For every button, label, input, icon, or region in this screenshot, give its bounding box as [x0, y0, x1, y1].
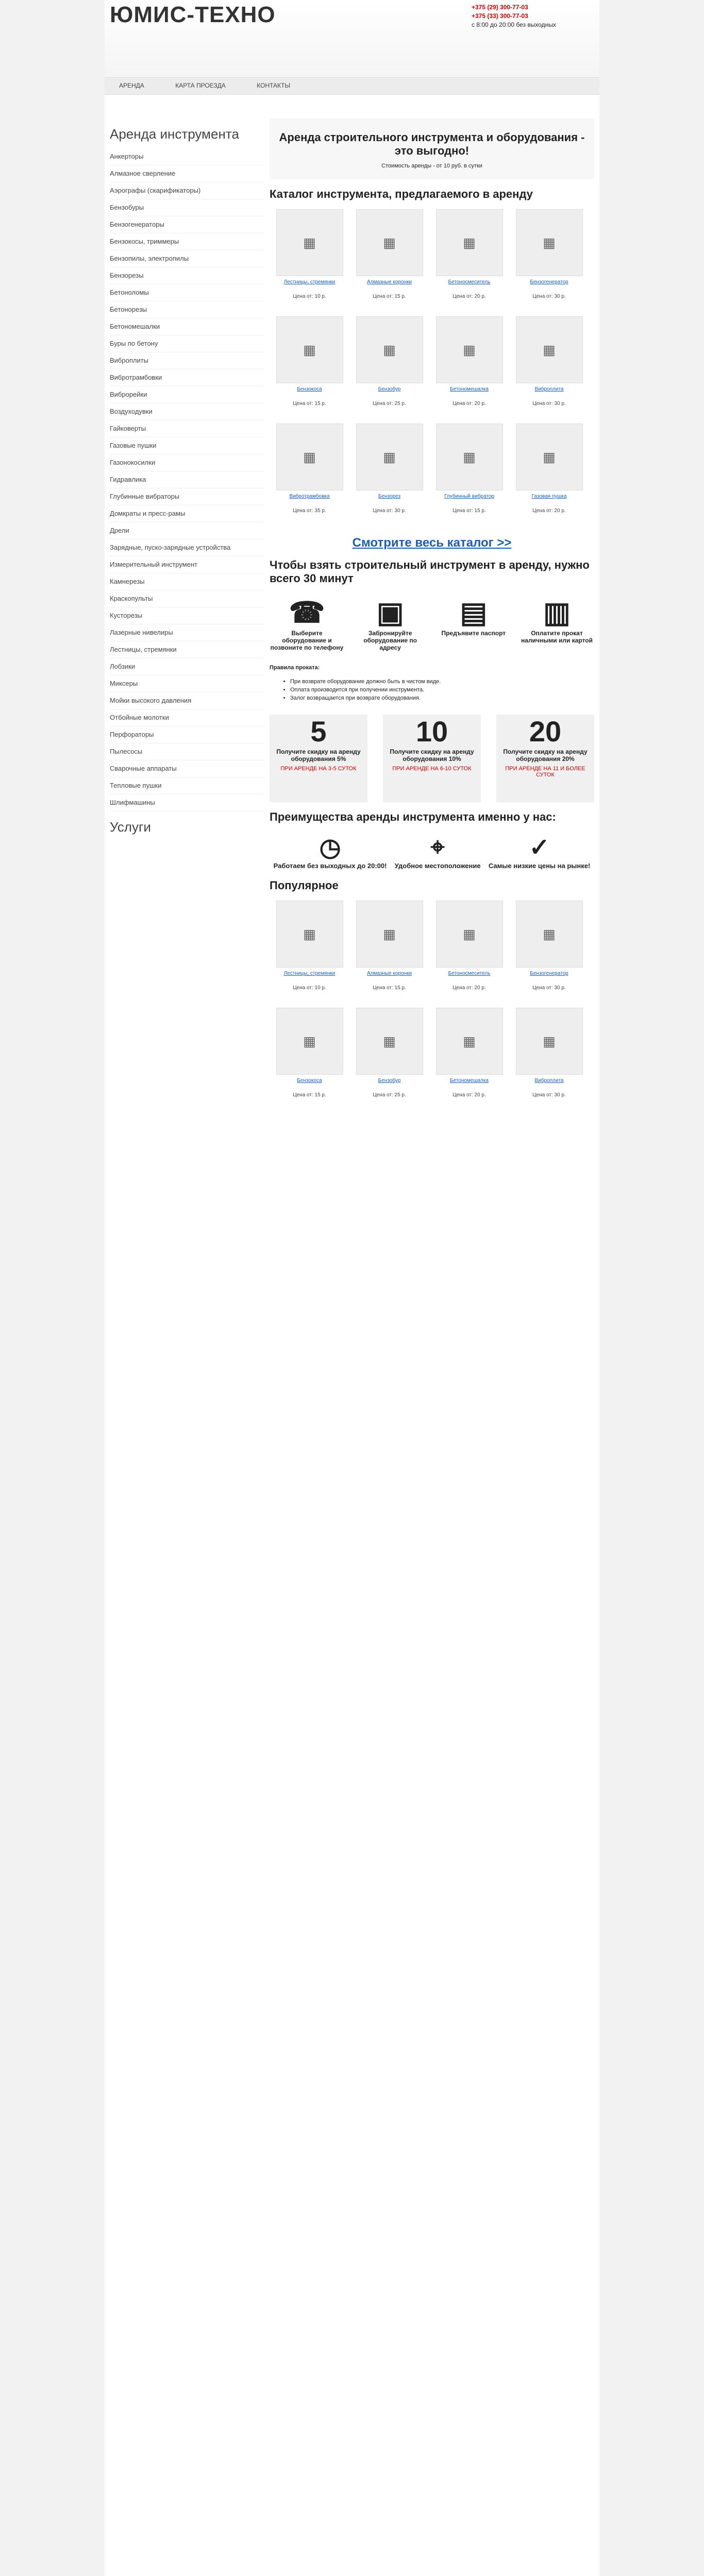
product-image[interactable]: ▦ [436, 901, 503, 968]
discount-card [383, 715, 481, 802]
catalog-card[interactable] [352, 423, 427, 527]
product-image[interactable]: ▦ [516, 1008, 583, 1075]
sidebar [110, 118, 264, 841]
product-image[interactable]: ▦ [436, 1008, 503, 1075]
advantage [274, 833, 387, 870]
product-name[interactable]: Алмазные коронки [366, 971, 412, 976]
advantage-icon: ✓ [529, 834, 550, 861]
phone-2[interactable]: +375 (33) 300-77-03 [472, 12, 528, 20]
top-navigation [105, 77, 599, 95]
catalog-card[interactable] [432, 209, 507, 312]
sidebar-item[interactable]: Лестницы, стремянки [110, 641, 264, 658]
product-name[interactable]: Лестницы, стремянки [283, 279, 336, 285]
nav-contacts[interactable]: КОНТАКТЫ [257, 82, 290, 89]
steps-title: Чтобы взять строительный инструмент в аренду, нужно всего 30 минут [270, 558, 590, 585]
product-name[interactable]: Бензокоса [297, 386, 322, 392]
catalog-card[interactable] [352, 1008, 427, 1111]
product-image[interactable]: ▦ [516, 209, 583, 276]
product-name[interactable]: Бензокоса [297, 1078, 322, 1083]
discounts [270, 715, 594, 802]
catalog-card[interactable] [512, 423, 586, 527]
sidebar-item[interactable]: Камнерезы [110, 573, 264, 590]
sidebar-item[interactable]: Отбойные молотки [110, 709, 264, 726]
sidebar-item[interactable]: Зарядные, пуско-зарядные устройства [110, 539, 264, 556]
nav-rent[interactable]: АРЕНДА [119, 82, 144, 89]
product-image[interactable]: ▦ [356, 901, 423, 968]
product-name[interactable]: Бетоносмеситель [448, 279, 491, 285]
discount-percent: 10 [415, 715, 448, 748]
discount-text: Получите скидку на аренду оборудования 20% [503, 748, 588, 762]
sidebar-item[interactable]: Алмазное сверление [110, 165, 264, 182]
step-text: Выберите оборудование и позвоните по телефону [270, 630, 344, 651]
discount-text: Получите скидку на аренду оборудования 5% [276, 748, 361, 762]
product-image[interactable]: ▦ [356, 209, 423, 276]
product-image[interactable]: ▦ [356, 423, 423, 490]
product-price: Цена от: 15 р. [293, 1092, 326, 1098]
popular-title: Популярное [270, 879, 339, 892]
discount-percent: 20 [529, 715, 562, 748]
product-image[interactable]: ▦ [356, 1008, 423, 1075]
sidebar-item[interactable]: Аэрографы (скарификаторы) [110, 182, 264, 199]
product-price: Цена от: 20 р. [452, 401, 486, 406]
product-image[interactable]: ▦ [276, 209, 343, 276]
hero [270, 118, 594, 179]
rule-item: • Залог возвращается при возврате оборудования. [290, 694, 594, 702]
product-image[interactable]: ▦ [516, 316, 583, 383]
product-name[interactable]: Бензорез [378, 494, 401, 499]
popular-grid [270, 899, 594, 1113]
product-price: Цена от: 15 р. [373, 985, 406, 991]
contacts [472, 3, 595, 29]
advantage-icon: ⌖ [430, 834, 445, 861]
catalog-grid [270, 207, 594, 529]
sidebar-item[interactable]: Лазерные нивелиры [110, 624, 264, 641]
step-icon: ▣ [376, 596, 404, 629]
product-name[interactable]: Бензобур [378, 1078, 401, 1083]
product-name[interactable]: Бензогенератор [530, 971, 568, 976]
sidebar-item[interactable]: Домкраты и пресс-рамы [110, 505, 264, 522]
hero-title: Аренда строительного инструмента и оборудования - это выгодно! [279, 131, 585, 157]
page [105, 0, 599, 2576]
product-price: Цена от: 15 р. [293, 401, 326, 406]
product-price: Цена от: 25 р. [373, 401, 406, 406]
product-price: Цена от: 30 р. [532, 294, 566, 299]
step [436, 596, 511, 651]
discount-condition: ПРИ АРЕНДЕ НА 11 И БОЛЕЕ СУТОК [505, 766, 585, 778]
rules [270, 664, 594, 702]
sidebar-item[interactable]: Бензорезы [110, 267, 264, 284]
step [519, 596, 594, 651]
sidebar-item[interactable]: Пылесосы [110, 743, 264, 760]
sidebar-item[interactable]: Вибротрамбовки [110, 369, 264, 386]
catalog-card[interactable] [432, 316, 507, 419]
hero-text: Стоимость аренды - от 10 руб. в сутки [381, 163, 482, 169]
step [353, 596, 428, 651]
advantage-text: Самые низкие цены на рынке! [488, 862, 591, 870]
sidebar-item[interactable]: Шлифмашины [110, 794, 264, 811]
advantages [270, 833, 594, 870]
catalog-card[interactable] [352, 209, 427, 312]
catalog-card[interactable] [432, 423, 507, 527]
sidebar-item[interactable]: Буры по бетону [110, 335, 264, 352]
advantage-text: Работаем без выходных до 20:00! [273, 862, 387, 870]
product-name[interactable]: Лестницы, стремянки [283, 971, 336, 976]
sidebar-item[interactable]: Сварочные аппараты [110, 760, 264, 777]
schedule: с 8:00 до 20:00 без выходных [472, 21, 556, 28]
product-price: Цена от: 10 р. [293, 294, 326, 299]
product-price: Цена от: 15 р. [373, 294, 406, 299]
catalog-card[interactable] [272, 209, 347, 312]
product-name[interactable]: Бензобур [378, 386, 401, 392]
product-price: Цена от: 25 р. [373, 1092, 406, 1098]
catalog-card[interactable] [272, 901, 347, 1004]
product-name[interactable]: Бензогенератор [530, 279, 568, 285]
product-price: Цена от: 20 р. [452, 1092, 486, 1098]
sidebar-item[interactable]: Мойки высокого давления [110, 692, 264, 709]
product-name[interactable]: Виброплита [534, 1078, 564, 1083]
header [105, 0, 599, 77]
product-price: Цена от: 30 р. [373, 508, 406, 514]
sidebar-item[interactable]: Анкерторы [110, 148, 264, 165]
sidebar-item[interactable]: Гидравлика [110, 471, 264, 488]
catalog-card[interactable] [512, 209, 586, 312]
product-image[interactable]: ▦ [516, 901, 583, 968]
advantage-icon: ◷ [319, 834, 341, 861]
sidebar-item[interactable]: Газовые пушки [110, 437, 264, 454]
catalog-card[interactable] [352, 316, 427, 419]
advantage [395, 833, 481, 870]
rules-title: Правила проката: [270, 665, 320, 671]
product-price: Цена от: 20 р. [452, 294, 486, 299]
product-image[interactable]: ▦ [276, 423, 343, 490]
product-name[interactable]: Алмазные коронки [366, 279, 412, 285]
sidebar-item[interactable]: Кусторезы [110, 607, 264, 624]
catalog-card[interactable] [512, 1008, 586, 1111]
product-price: Цена от: 35 р. [293, 508, 326, 514]
sidebar-item[interactable]: Воздуходувки [110, 403, 264, 420]
step-text: Предъявите паспорт [441, 630, 506, 637]
catalog-title: Каталог инструмента, предлагаемого в аренду [270, 188, 533, 200]
catalog-card[interactable] [432, 901, 507, 1004]
sidebar-item[interactable]: Миксеры [110, 675, 264, 692]
product-image[interactable]: ▦ [436, 209, 503, 276]
product-price: Цена от: 30 р. [532, 401, 566, 406]
product-name[interactable]: Глубинный вибратор [444, 494, 494, 499]
sidebar-item[interactable]: Газонокосилки [110, 454, 264, 471]
product-name[interactable]: Бетономешалка [450, 386, 489, 392]
product-image[interactable]: ▦ [276, 316, 343, 383]
product-price: Цена от: 20 р. [532, 508, 566, 514]
product-name[interactable]: Вибротрамбовка [289, 494, 330, 499]
catalog-card[interactable] [512, 901, 586, 1004]
product-name[interactable]: Газовая пушка [531, 494, 567, 499]
sidebar-title: Аренда инструмента [110, 126, 239, 142]
sidebar-item[interactable]: Бетономешалки [110, 318, 264, 335]
discount-condition: ПРИ АРЕНДЕ НА 6-10 СУТОК [392, 766, 472, 772]
sidebar-item[interactable]: Бетонорезы [110, 301, 264, 318]
sidebar-item[interactable]: Виброрейки [110, 386, 264, 403]
sidebar-item[interactable]: Измерительный инструмент [110, 556, 264, 573]
discount-card [496, 715, 594, 802]
product-name[interactable]: Бетоносмеситель [448, 971, 491, 976]
logo: ЮМИС-ТЕХНО [110, 2, 276, 27]
advantage-text: Удобное местоположение [394, 862, 481, 870]
product-image[interactable]: ▦ [276, 901, 343, 968]
product-price: Цена от: 20 р. [452, 985, 486, 991]
sidebar-item[interactable]: Бетоноломы [110, 284, 264, 301]
step-icon: ▥ [543, 596, 571, 629]
product-image[interactable]: ▦ [276, 1008, 343, 1075]
catalog-card[interactable] [432, 1008, 507, 1111]
sidebar-item[interactable]: Бензопилы, электропилы [110, 250, 264, 267]
phone-1[interactable]: +375 (29) 300-77-03 [472, 4, 528, 11]
discount-card [270, 715, 367, 802]
sidebar-item[interactable]: Бензобуры [110, 199, 264, 216]
product-price: Цена от: 30 р. [532, 985, 566, 991]
main-content [270, 118, 594, 1113]
services-title: Услуги [110, 819, 151, 835]
catalog-card[interactable] [272, 423, 347, 527]
step-text: Оплатите прокат наличными или картой [521, 630, 593, 644]
sidebar-item[interactable]: Бензокосы, триммеры [110, 233, 264, 250]
rule-item: • Оплата производится при получении инструмента. [290, 686, 594, 694]
sidebar-item[interactable]: Гайковерты [110, 420, 264, 437]
catalog-card[interactable] [512, 316, 586, 419]
product-image[interactable]: ▦ [436, 316, 503, 383]
product-image[interactable]: ▦ [516, 423, 583, 490]
step [270, 596, 344, 651]
nav-map[interactable]: КАРТА ПРОЕЗДА [175, 82, 226, 89]
step-text: Забронируйте оборудование по адресу [363, 630, 417, 651]
product-name[interactable]: Бетономешалка [450, 1078, 489, 1083]
step-icon: ▤ [460, 596, 488, 629]
sidebar-item[interactable]: Тепловые пушки [110, 777, 264, 794]
sidebar-item[interactable]: Виброплиты [110, 352, 264, 369]
steps [270, 596, 594, 651]
catalog-card[interactable] [352, 901, 427, 1004]
discount-condition: ПРИ АРЕНДЕ НА 3-5 СУТОК [280, 766, 357, 772]
sidebar-item[interactable]: Лобзики [110, 658, 264, 675]
advantages-title: Преимущества аренды инструмента именно у нас: [270, 810, 556, 823]
sidebar-item[interactable]: Краскопульты [110, 590, 264, 607]
catalog-card[interactable] [272, 316, 347, 419]
rule-item: • При возврате оборудование должно быть в чистом виде. [290, 677, 594, 686]
product-price: Цена от: 30 р. [532, 1092, 566, 1098]
sidebar-item[interactable]: Глубинные вибраторы [110, 488, 264, 505]
sidebar-item[interactable]: Перфораторы [110, 726, 264, 743]
step-icon: ☎ [289, 596, 325, 629]
full-catalog-link[interactable]: Смотрите весь каталог >> [352, 536, 512, 550]
advantage [489, 833, 590, 870]
product-image[interactable]: ▦ [436, 423, 503, 490]
discount-percent: 5 [310, 715, 327, 748]
sidebar-item[interactable]: Дрели [110, 522, 264, 539]
product-price: Цена от: 10 р. [293, 985, 326, 991]
product-image[interactable]: ▦ [356, 316, 423, 383]
product-price: Цена от: 15 р. [452, 508, 486, 514]
sidebar-item[interactable]: Бензогенераторы [110, 216, 264, 233]
discount-text: Получите скидку на аренду оборудования 10% [390, 748, 474, 762]
product-name[interactable]: Виброплита [534, 386, 564, 392]
catalog-card[interactable] [272, 1008, 347, 1111]
